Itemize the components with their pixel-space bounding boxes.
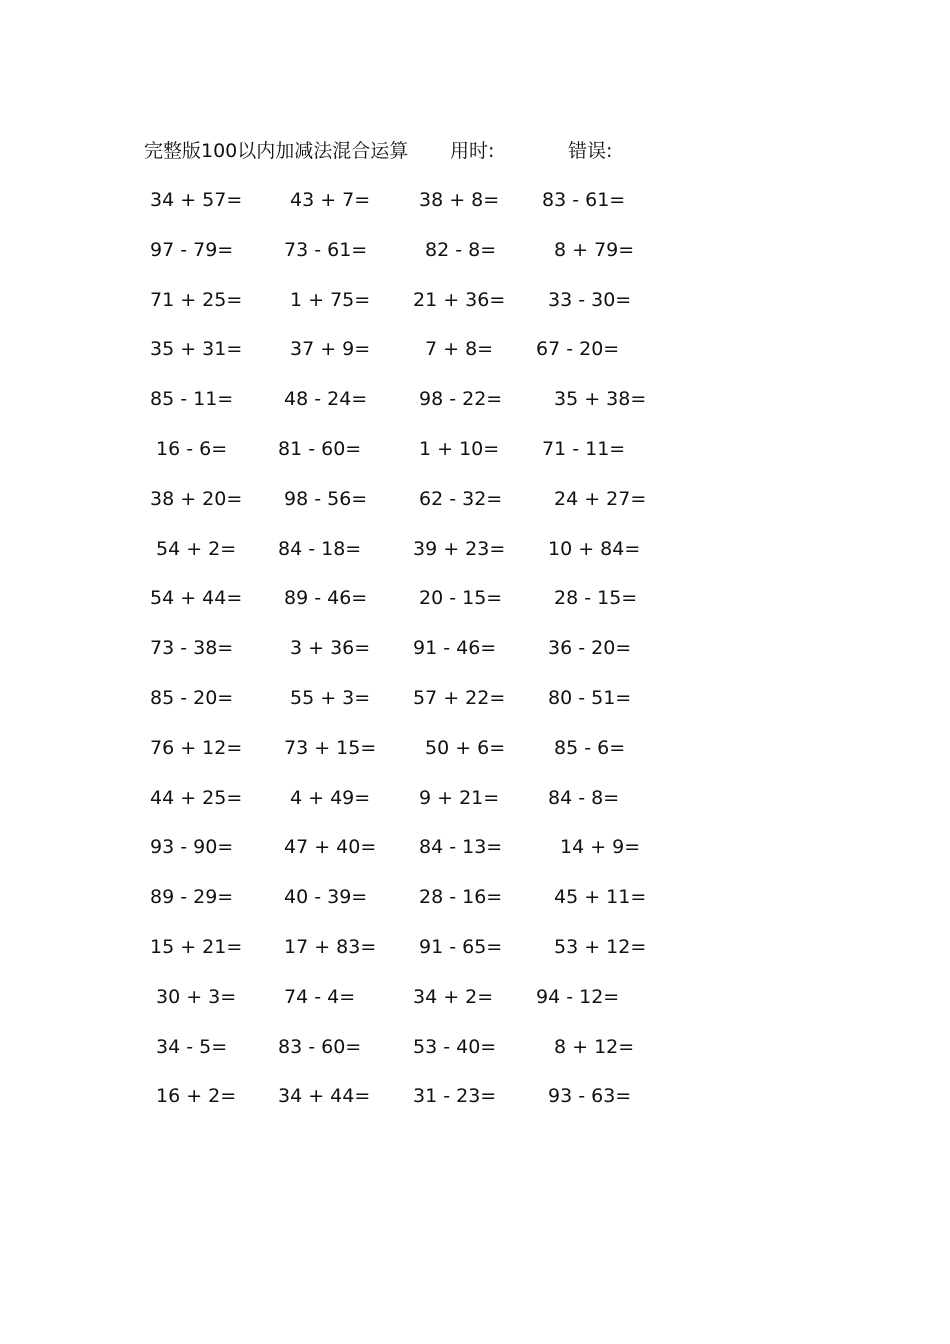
math-problem: 83 - 61=: [542, 189, 626, 211]
math-problem: 91 - 65=: [419, 935, 503, 958]
math-problem: 39 + 23=: [413, 537, 506, 560]
problem-row: [0, 783, 950, 833]
error-label: 错误:: [568, 140, 613, 162]
problem-row: [0, 683, 950, 733]
problem-row: [0, 882, 950, 932]
math-problem: 24 + 27=: [554, 487, 647, 510]
math-problem: 93 - 90=: [150, 836, 234, 859]
problem-row: [0, 982, 950, 1032]
math-problem: 34 - 5=: [156, 1035, 228, 1058]
math-problem: 53 + 12=: [554, 935, 647, 958]
math-problem: 38 + 20=: [150, 487, 243, 510]
math-problem: 84 - 8=: [548, 786, 620, 809]
problem-row: [0, 583, 950, 633]
math-problem: 89 - 29=: [150, 886, 234, 909]
problem-row: [0, 235, 950, 285]
math-problem: 21 + 36=: [413, 288, 506, 311]
math-problem: 47 + 40=: [284, 836, 377, 859]
math-problem: 85 - 20=: [150, 686, 234, 709]
math-problem: 31 - 23=: [413, 1085, 497, 1108]
math-problem: 81 - 60=: [278, 437, 362, 460]
math-problem: 3 + 36=: [290, 637, 371, 660]
math-problem: 1 + 75=: [290, 288, 371, 311]
problem-row: [0, 832, 950, 882]
math-problem: 16 - 6=: [156, 437, 228, 460]
math-problem: 20 - 15=: [419, 587, 503, 610]
problem-row: [0, 1032, 950, 1082]
math-problem: 84 - 13=: [419, 836, 503, 859]
math-problem: 62 - 32=: [419, 487, 503, 510]
math-problem: 16 + 2=: [156, 1085, 237, 1108]
math-problem: 36 - 20=: [548, 637, 632, 660]
math-problem: 48 - 24=: [284, 388, 368, 411]
math-problem: 93 - 63=: [548, 1085, 632, 1108]
math-problem: 45 + 11=: [554, 886, 647, 909]
math-problem: 73 - 38=: [150, 637, 234, 660]
math-problem: 43 + 7=: [290, 189, 371, 211]
math-problem: 57 + 22=: [413, 686, 506, 709]
math-problem: 40 - 39=: [284, 886, 368, 909]
math-problem: 97 - 79=: [150, 238, 234, 261]
math-problem: 71 - 11=: [542, 437, 626, 460]
problem-row: [0, 285, 950, 335]
problem-row: [0, 434, 950, 484]
math-problem: 91 - 46=: [413, 637, 497, 660]
math-problem: 98 - 56=: [284, 487, 368, 510]
problem-row: [0, 1081, 950, 1131]
math-problem: 38 + 8=: [419, 189, 500, 211]
math-problem: 71 + 25=: [150, 288, 243, 311]
math-problem: 53 - 40=: [413, 1035, 497, 1058]
math-problem: 73 - 61=: [284, 238, 368, 261]
problem-row: [0, 733, 950, 783]
problem-row: [0, 334, 950, 384]
math-problem: 10 + 84=: [548, 537, 641, 560]
time-label: 用时:: [450, 140, 495, 162]
math-problem: 33 - 30=: [548, 288, 632, 311]
math-problem: 34 + 44=: [278, 1085, 371, 1108]
math-problem: 9 + 21=: [419, 786, 500, 809]
math-problem: 7 + 8=: [425, 338, 494, 361]
math-problem: 44 + 25=: [150, 786, 243, 809]
math-problem: 76 + 12=: [150, 736, 243, 759]
math-problem: 94 - 12=: [536, 985, 620, 1008]
math-problem: 54 + 44=: [150, 587, 243, 610]
math-problem: 55 + 3=: [290, 686, 371, 709]
math-problem: 14 + 9=: [560, 836, 641, 859]
problem-row: [0, 633, 950, 683]
math-problem: 28 - 16=: [419, 886, 503, 909]
math-problem: 84 - 18=: [278, 537, 362, 560]
math-problem: 74 - 4=: [284, 985, 356, 1008]
math-problem: 98 - 22=: [419, 388, 503, 411]
math-problem: 85 - 6=: [554, 736, 626, 759]
math-problem: 89 - 46=: [284, 587, 368, 610]
problem-row: [0, 185, 950, 235]
math-problem: 8 + 79=: [554, 238, 635, 261]
math-problem: 73 + 15=: [284, 736, 377, 759]
problem-grid: [0, 185, 950, 1131]
problem-row: [0, 484, 950, 534]
problem-row: [0, 384, 950, 434]
math-problem: 8 + 12=: [554, 1035, 635, 1058]
math-problem: 82 - 8=: [425, 238, 497, 261]
math-problem: 30 + 3=: [156, 985, 237, 1008]
math-problem: 34 + 2=: [413, 985, 494, 1008]
math-problem: 4 + 49=: [290, 786, 371, 809]
math-problem: 35 + 31=: [150, 338, 243, 361]
math-problem: 1 + 10=: [419, 437, 500, 460]
math-problem: 54 + 2=: [156, 537, 237, 560]
math-problem: 15 + 21=: [150, 935, 243, 958]
problem-row: [0, 932, 950, 982]
math-problem: 37 + 9=: [290, 338, 371, 361]
math-problem: 80 - 51=: [548, 686, 632, 709]
math-problem: 35 + 38=: [554, 388, 647, 411]
math-problem: 28 - 15=: [554, 587, 638, 610]
math-problem: 67 - 20=: [536, 338, 620, 361]
problem-row: [0, 534, 950, 584]
math-problem: 83 - 60=: [278, 1035, 362, 1058]
math-problem: 34 + 57=: [150, 189, 243, 211]
math-problem: 85 - 11=: [150, 388, 234, 411]
math-problem: 50 + 6=: [425, 736, 506, 759]
worksheet-title: 完整版100以内加减法混合运算: [144, 140, 409, 162]
math-problem: 17 + 83=: [284, 935, 377, 958]
